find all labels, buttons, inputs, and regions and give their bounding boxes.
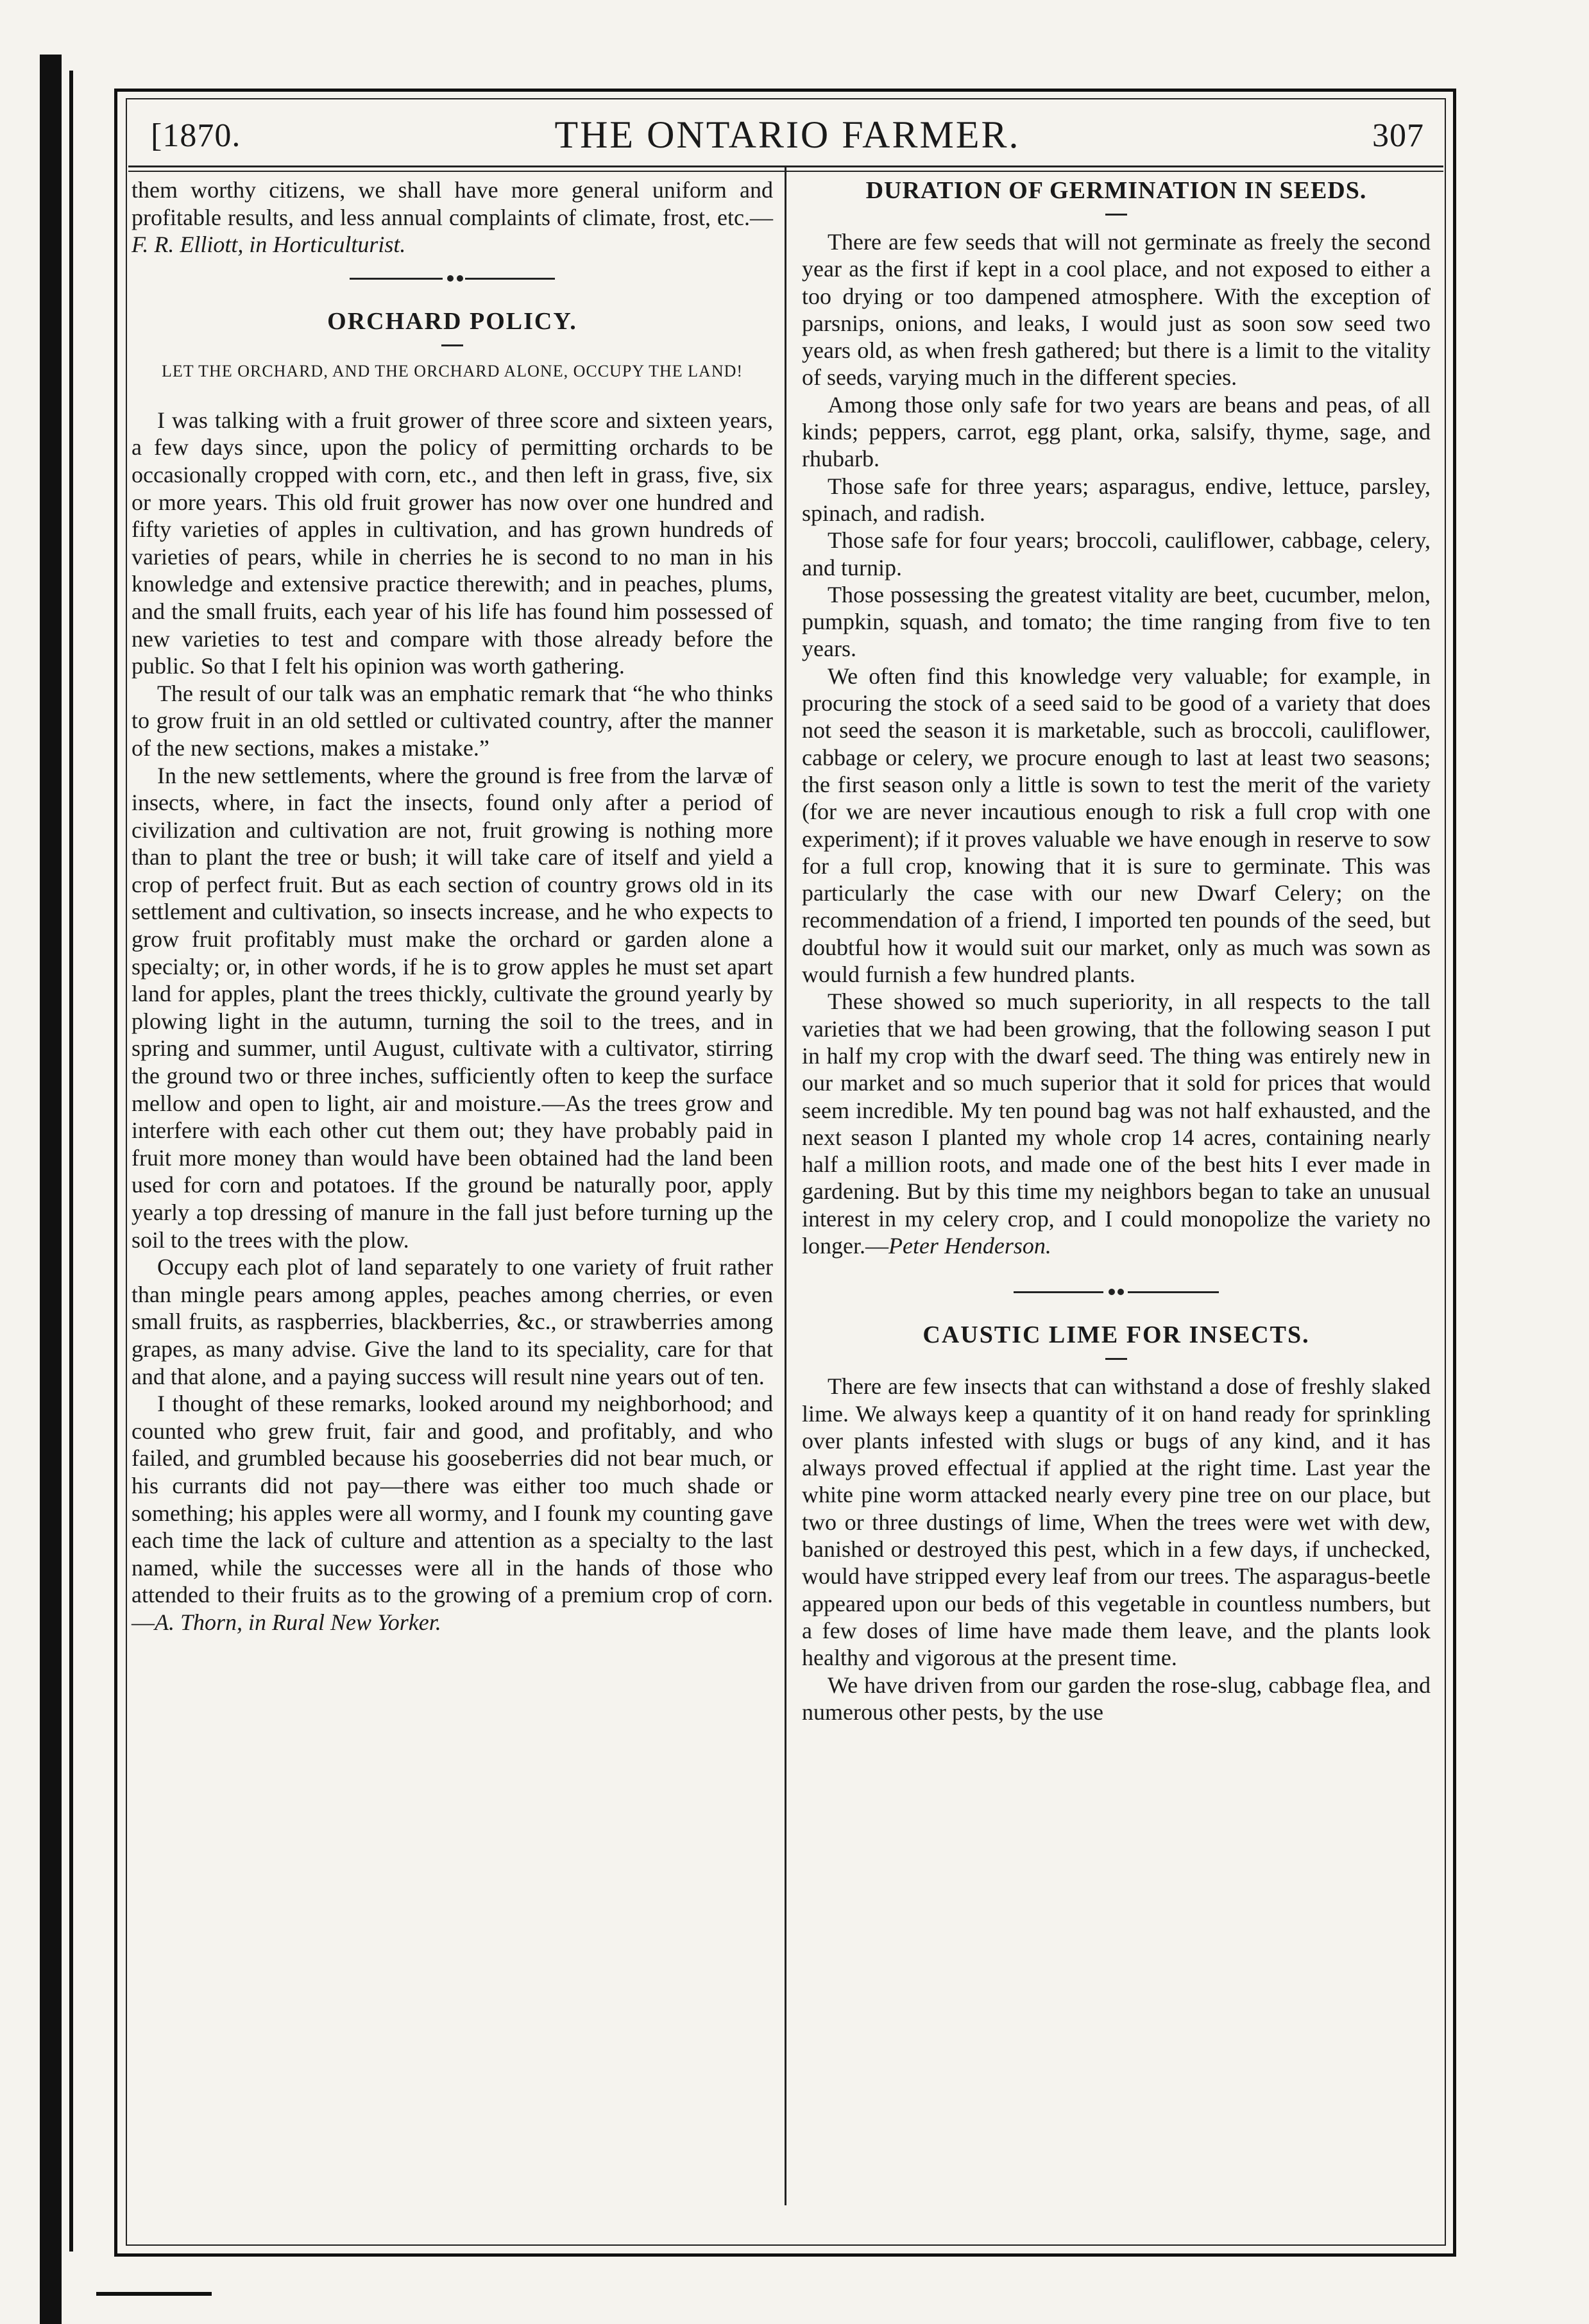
article-signature: A. Thorn, in Rural New Yorker. [155, 1609, 441, 1635]
paragraph: There are few insects that can withstand a dose of freshly slaked lime. We always keep a quantity of it on hand ready for sprinkling over plants infested with slugs or bugs of any kind, and it has always proved effectual if applied at the right time. Last year the white pine worm attacked nearly every pine tree on our place, but two or three dustings of lime, When the trees were wet with dew, banished or destroyed this pest, which in a few days, if unchecked, would have stripped every leaf from our trees. The asparagus-beetle appeared upon our beds of this vegetable in countless numbers, but a few doses of lime have made them leave, and the plants look healthy and vigorous at the present time. [802, 1373, 1431, 1671]
paragraph: The result of our talk was an emphatic remark that “he who thinks to grow fruit in an old settled or cultivated country, after the manner of the new sections, makes a mistake.” [132, 680, 773, 761]
issue-year: [1870. [151, 117, 241, 154]
page-header [138, 109, 1437, 164]
paragraph: Those safe for four years; broccoli, cauliflower, cabbage, celery, and turnip. [802, 527, 1431, 581]
section-ornament [350, 271, 555, 285]
right-column [802, 176, 1431, 1726]
paragraph: I thought of these remarks, looked around my neighborhood; and counted who grew fruit, fair and good, and profitably, and who failed, and grumbled because his gooseberries did not bear much, or his currants did not pay—there was either too much shade or something; his apples were all wormy, and I founk my counting gave each time the lack of culture and attention as a specialty to the last named, while the successes were all in the hands of those who attended to their fruits as to the growing of a premium crop of corn.—A. Thorn, in Rural New Yorker. [132, 1391, 773, 1635]
masthead: THE ONTARIO FARMER. [554, 114, 1021, 156]
page-number: 307 [1372, 117, 1424, 154]
paragraph: Those safe for three years; asparagus, endive, lettuce, parsley, spinach, and radish. [802, 473, 1431, 526]
left-column [132, 176, 773, 1636]
paragraph: These showed so much superiority, in all respects to the tall varieties that we had been growing, that the following season I put in half my crop with the dwarf seed. The thing was entirely new in our market and so much superior that it sold for prices that would seem incredible. My ten pound bag was not half exhausted, and the next season I planted my whole crop 14 acres, containing nearly half a million roots, and made one of the best hits I ever made in gardening. But by this time my neighbors began to take an unusual interest in my celery crop, and I could monopolize the variety no longer.—Peter Henderson. [802, 988, 1431, 1259]
paragraph: Occupy each plot of land separately to one variety of fruit rather than mingle pears among apples, peaches among cherries, or even small fruits, as raspberries, blackberries, &c., or strawberries among grapes, as many advise. Give the land to its speciality, care for that and that alone, and a paying success will result nine years out of ten. [132, 1254, 773, 1389]
paragraph: There are few seeds that will not germinate as freely the second year as the first if kept in a cool place, and not exposed to either a too drying or too dampened atmosphere. With the exception of parsnips, onions, and leaks, I would just as soon sow seed two years old, as when fresh gathered; but there is a limit to the vitality of seeds, varying much in the different species. [802, 229, 1431, 391]
continuation-signature: F. R. Elliott, in Horticulturist. [132, 232, 406, 258]
paragraph: I was talking with a fruit grower of three score and sixteen years, a few days since, upon the policy of permitting orchards to be occasionally cropped with corn, etc., and then left in grass, five, six or more years. This old fruit grower has now over one hundred and fifty varieties of apples in cultivation, and has grown hundreds of varieties of pears, while in cherries he is second to no man in his knowledge and extensive practice therewith; and in peaches, plums, and the small fruits, each year of his life has found him possessed of new varieties to test and compare with those already before the public. So that I felt his opinion was worth gathering. [132, 407, 773, 679]
column-divider [785, 167, 786, 2205]
scan-edge-bar-inner [69, 71, 73, 2252]
paragraph: We have driven from our garden the rose-slug, cabbage flea, and numerous other pests, by the use [802, 1672, 1431, 1725]
paragraph: We often find this knowledge very valuable; for example, in procuring the stock of a seed said to be good of a variety that does not seed the season it is marketable, such as broccoli, cauliflower, cabbage or celery, we procure enough to last at least two seasons; the first season only a little is sown to test the merit of the variety (for we are never incautious enough to risk a full crop with one experiment); if it proves valuable we have enough in reserve to sow for a full crop, knowing that it is sure to germinate. This was particularly the case with our new Dwarf Celery; on the recommendation of a friend, I imported ten pounds of the seed, but doubtful how it would suit our market, only as much was sown as would furnish a few hundred plants. [802, 663, 1431, 988]
title-dash [441, 344, 463, 346]
article-subtitle: LET THE ORCHARD, AND THE ORCHARD ALONE, OCCUPY THE LAND! [161, 361, 744, 380]
scan-edge-bar [40, 55, 62, 2324]
paragraph: In the new settlements, where the ground is free from the larvæ of insects, where, in fact the insects, found only after a period of civilization and cultivation are not, fruit growing is nothing more than to plant the tree or bush; it will take care of itself and yield a crop of perfect fruit. But as each section of country grows old in its settlement and cultivation, so insects increase, and he who expects to grow fruit profitably must make the orchard or garden alone a specialty; or, in other words, if he is to grow apples he must set apart land for apples, plant the trees thickly, cultivate the ground yearly by plowing light in the autumn, turning the soil to the trees, and in spring and summer, until August, cultivate with a cultivator, stirring the ground two or three inches, sufficiently often to keep the surface mellow and open to light, air and moisture.—As the trees grow and interfere with each other cut them out; they have probably paid in fruit more money than would have been obtained had the land been used for corn and potatoes. If the ground be naturally poor, apply yearly a top dressing of manure in the fall just before turning up the soil to the trees with the plow. [132, 762, 773, 1253]
paragraph: Among those only safe for two years are beans and peas, of all kinds; peppers, carrot, egg plant, orka, salsify, thyme, sage, and rhubarb. [802, 391, 1431, 472]
scan-bottom-mark [96, 2292, 212, 2296]
article-signature: Peter Henderson. [888, 1232, 1051, 1259]
paragraph: Those possessing the greatest vitality are beet, cucumber, melon, pumpkin, squash, and tomato; the time ranging from five to ten years. [802, 581, 1431, 662]
section-ornament [1014, 1285, 1219, 1299]
article-title-orchard-policy: ORCHARD POLICY. [327, 307, 577, 335]
article-title-caustic-lime: CAUSTIC LIME FOR INSECTS. [922, 1321, 1310, 1349]
title-dash [1105, 1358, 1127, 1360]
article-title-germination: DURATION OF GERMINATION IN SEEDS. [865, 177, 1367, 204]
title-dash [1105, 214, 1127, 216]
continuation-paragraph: them worthy citizens, we shall have more general uniform and profitable results, and less annual complaints of climate, frost, etc.—F. R. Elliott, in Horticulturist. [132, 177, 773, 258]
